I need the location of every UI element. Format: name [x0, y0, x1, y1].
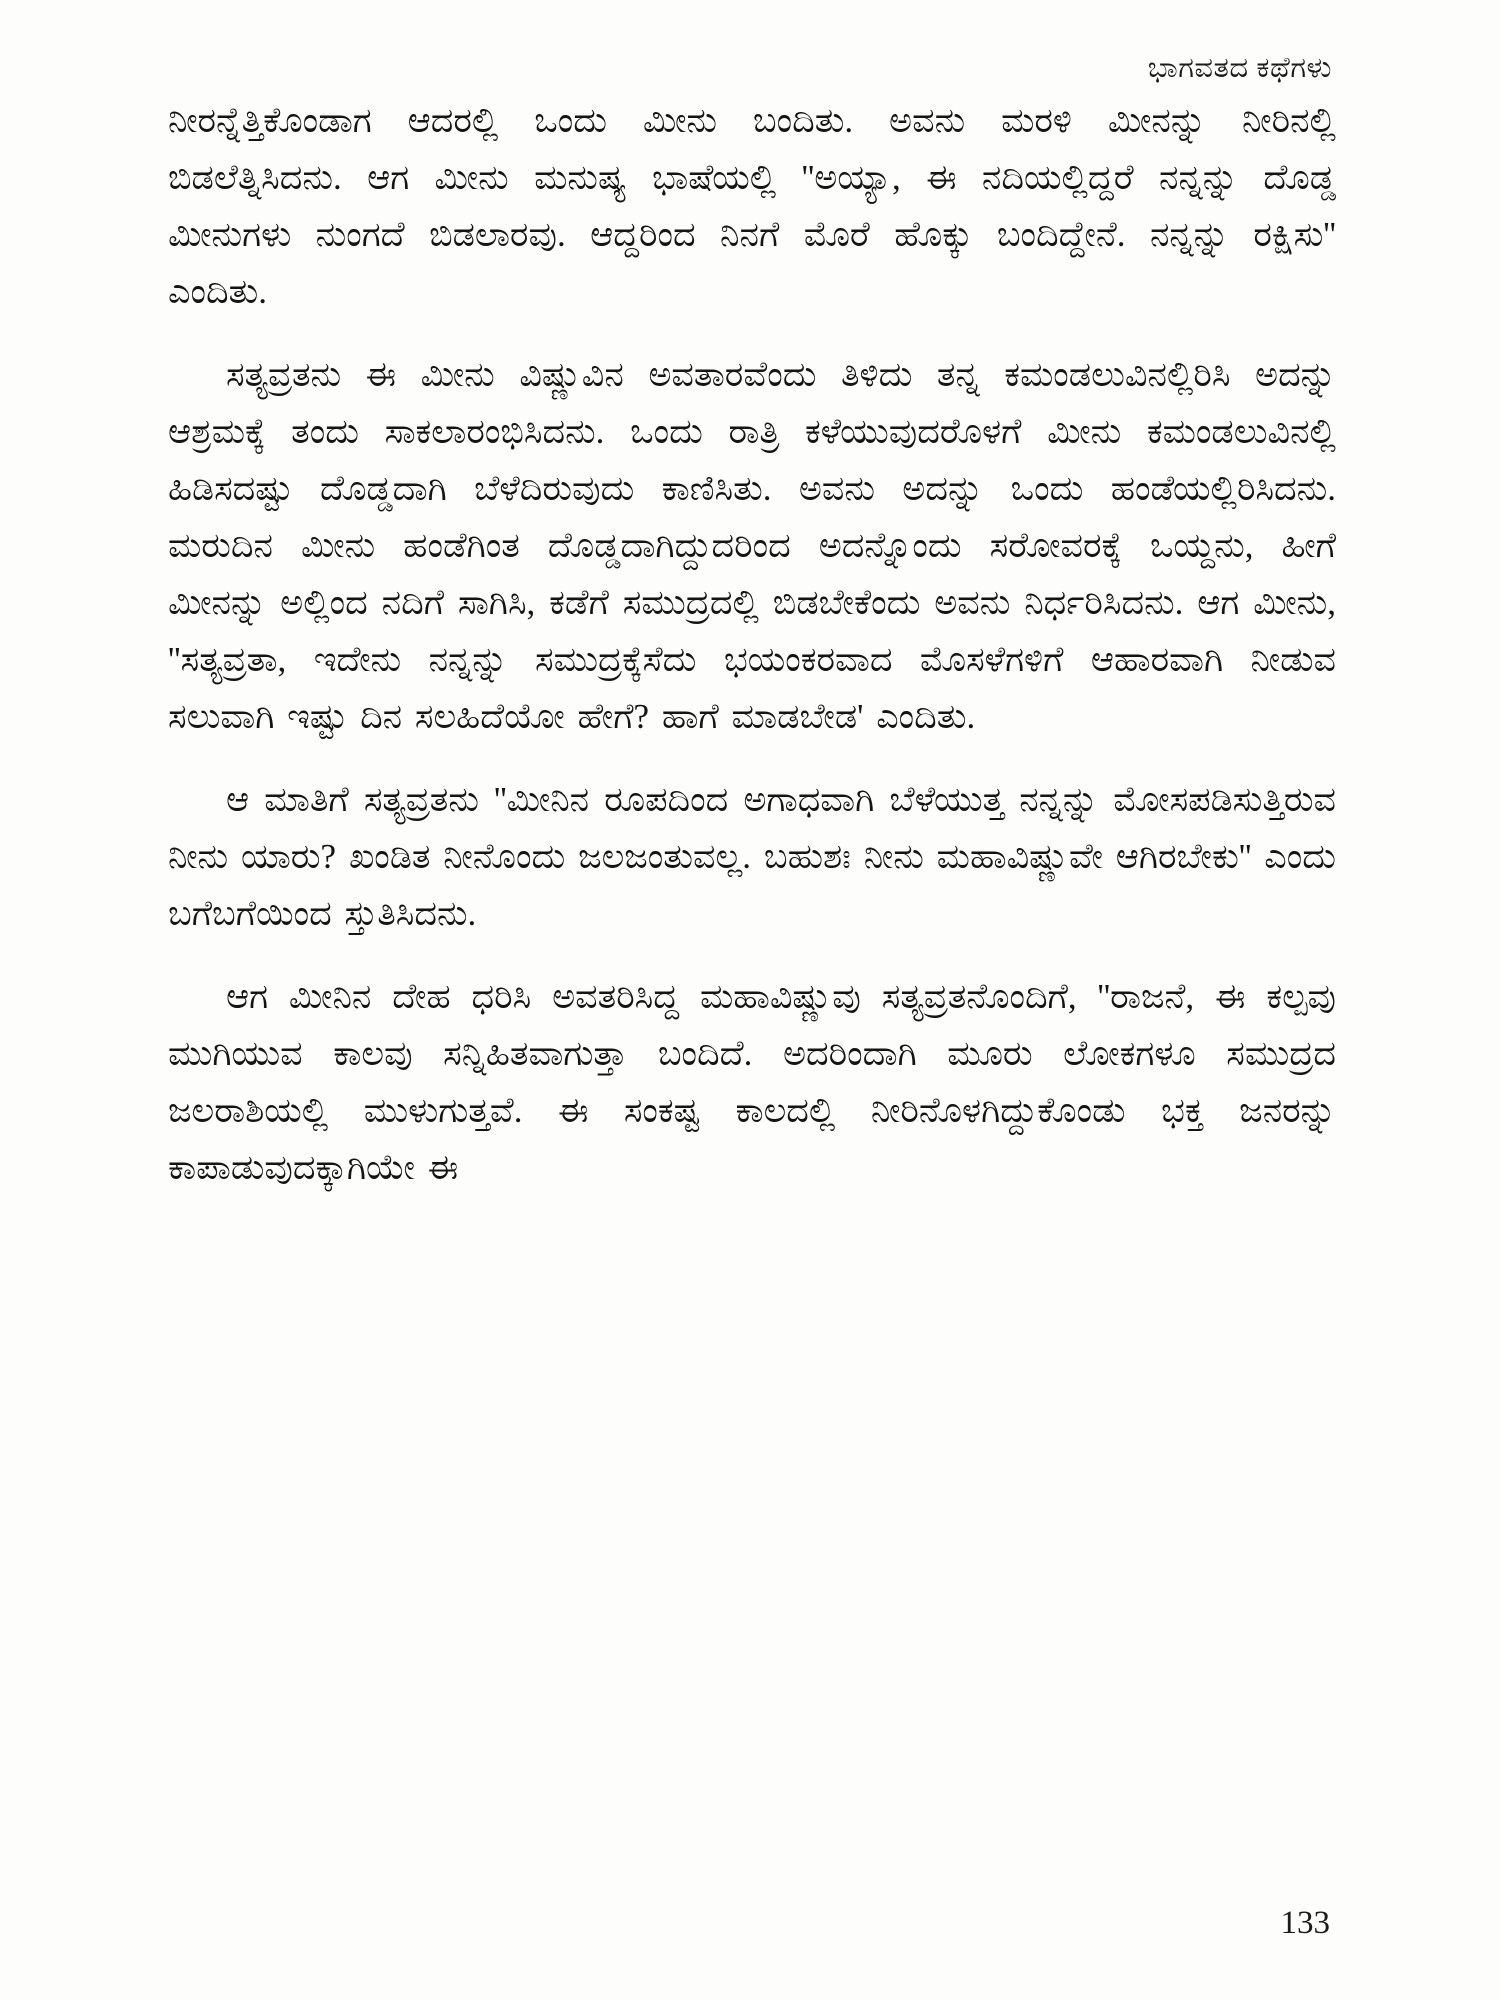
paragraph-4: ಆಗ ಮೀನಿನ ದೇಹ ಧರಿಸಿ ಅವತರಿಸಿದ್ದ ಮಹಾವಿಷ್ಣುವು ಸತ್ಯವ್ರತನೊಂದಿಗೆ, ''ರಾಜನೆ, ಈ ಕಲ್ಪವು ಮುಗಿಯುವ ಕಾಲವು ಸನ್ನಿಹಿತವಾಗುತ್ತಾ ಬಂದಿದೆ. ಅದರಿಂದಾಗಿ ಮೂರು ಲೋಕಗಳೂ ಸಮುದ್ರದ ಜಲರಾಶಿಯಲ್ಲಿ ಮುಳುಗುತ್ತವೆ. ಈ ಸಂಕಷ್ಟ ಕಾಲದಲ್ಲಿ ನೀರಿನೊಳಗಿದ್ದುಕೊಂಡು ಭಕ್ತ ಜನರನ್ನು ಕಾಪಾಡುವುದಕ್ಕಾಗಿಯೇ ಈ: [168, 977, 1336, 1187]
running-header: ಭಾಗವತದ ಕಥೆಗಳು: [1147, 52, 1332, 84]
body-text: [168, 92, 1336, 1196]
page-number: 133: [1280, 1905, 1330, 1941]
paragraph-2: ಸತ್ಯವ್ರತನು ಈ ಮೀನು ವಿಷ್ಣುವಿನ ಅವತಾರವೆಂದು ತಿಳಿದು ತನ್ನ ಕಮಂಡಲುವಿನಲ್ಲಿರಿಸಿ ಅದನ್ನು ಆಶ್ರಮಕ್ಕೆ ತಂದು ಸಾಕಲಾರಂಭಿಸಿದನು. ಒಂದು ರಾತ್ರಿ ಕಳೆಯುವುದರೊಳಗೆ ಮೀನು ಕಮಂಡಲುವಿನಲ್ಲಿ ಹಿಡಿಸದಷ್ಟು ದೊಡ್ಡದಾಗಿ ಬೆಳೆದಿರುವುದು ಕಾಣಿಸಿತು. ಅವನು ಅದನ್ನು ಒಂದು ಹಂಡೆಯಲ್ಲಿರಿಸಿದನು. ಮರುದಿನ ಮೀನು ಹಂಡೆಗಿಂತ ದೊಡ್ಡದಾಗಿದ್ದುದರಿಂದ ಅದನ್ನೊಂದು ಸರೋವರಕ್ಕೆ ಒಯ್ದನು, ಹೀಗೆ ಮೀನನ್ನು ಅಲ್ಲಿಂದ ನದಿಗೆ ಸಾಗಿಸಿ, ಕಡೆಗೆ ಸಮುದ್ರದಲ್ಲಿ ಬಿಡಬೇಕೆಂದು ಅವನು ನಿರ್ಧರಿಸಿದನು. ಆಗ ಮೀನು, ''ಸತ್ಯವ್ರತಾ, ಇದೇನು ನನ್ನನ್ನು ಸಮುದ್ರಕ್ಕೆಸೆದು ಭಯಂಕರವಾದ ಮೊಸಳೆಗಳಿಗೆ ಆಹಾರವಾಗಿ ನೀಡುವ ಸಲುವಾಗಿ ಇಷ್ಟು ದಿನ ಸಲಹಿದೆಯೋ ಹೇಗೆ? ಹಾಗೆ ಮಾಡಬೇಡ' ಎಂದಿತು.: [168, 355, 1336, 736]
paragraph-3: ಆ ಮಾತಿಗೆ ಸತ್ಯವ್ರತನು ''ಮೀನಿನ ರೂಪದಿಂದ ಅಗಾಧವಾಗಿ ಬೆಳೆಯುತ್ತ ನನ್ನನ್ನು ಮೋಸಪಡಿಸುತ್ತಿರುವ ನೀನು ಯಾರು? ಖಂಡಿತ ನೀನೊಂದು ಜಲಜಂತುವಲ್ಲ. ಬಹುಶಃ ನೀನು ಮಹಾವಿಷ್ಣುವೇ ಆಗಿರಬೇಕು'' ಎಂದು ಬಗೆಬಗೆಯಿಂದ ಸ್ತುತಿಸಿದನು.: [168, 780, 1336, 933]
paragraph-1: ನೀರನ್ನೆತ್ತಿಕೊಂಡಾಗ ಆದರಲ್ಲಿ ಒಂದು ಮೀನು ಬಂದಿತು. ಅವನು ಮರಳಿ ಮೀನನ್ನು ನೀರಿನಲ್ಲಿ ಬಿಡಲೆತ್ನಿಸಿದನು. ಆಗ ಮೀನು ಮನುಷ್ಯ ಭಾಷೆಯಲ್ಲಿ ''ಅಯ್ಯಾ, ಈ ನದಿಯಲ್ಲಿದ್ದರೆ ನನ್ನನ್ನು ದೊಡ್ಡ ಮೀನುಗಳು ನುಂಗದೆ ಬಿಡಲಾರವು. ಆದ್ದರಿಂದ ನಿನಗೆ ಮೊರೆ ಹೊಕ್ಕು ಬಂದಿದ್ದೇನೆ. ನನ್ನನ್ನು ರಕ್ಷಿಸು'' ಎಂದಿತು.: [168, 101, 1336, 311]
